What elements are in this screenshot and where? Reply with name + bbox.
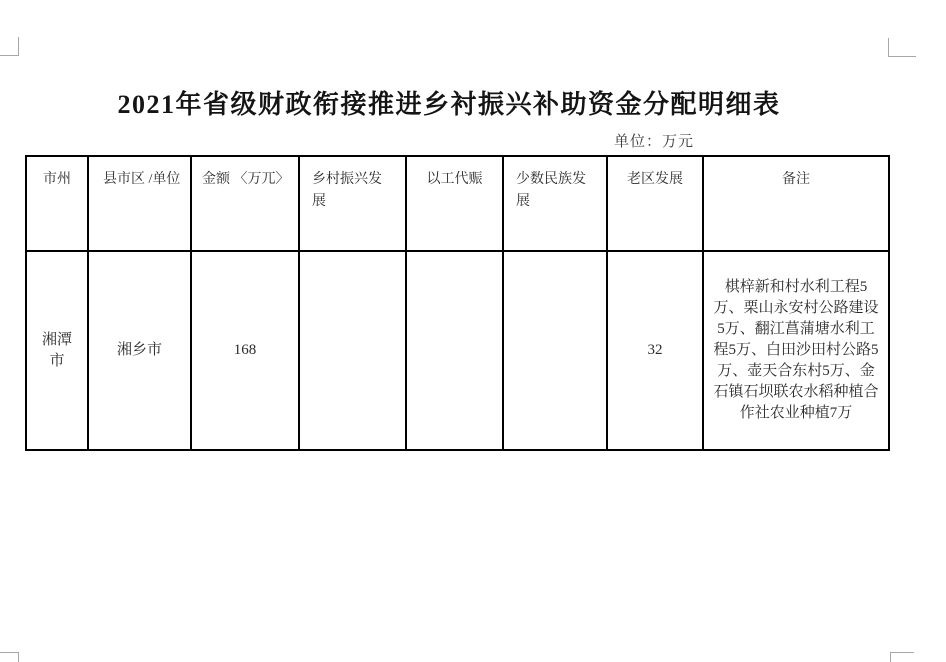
header-old-area-development: 老区发展 — [607, 156, 703, 251]
unit-note: 单位：万元 — [614, 134, 695, 150]
cell-minority-development — [503, 251, 607, 450]
cell-county-unit: 湘乡市 — [88, 251, 191, 450]
header-remark: 备注 — [703, 156, 889, 251]
cell-city: 湘潭市 — [26, 251, 88, 450]
page-corner-mark-top-left — [0, 37, 19, 56]
cell-work-relief — [406, 251, 503, 450]
table-header-row — [26, 156, 889, 251]
page-corner-mark-bottom-right — [890, 652, 914, 662]
page-corner-mark-bottom-left — [0, 652, 19, 662]
header-county-unit: 县市区 /单位 — [88, 156, 191, 251]
cell-rural-revitalization — [299, 251, 406, 450]
document-title: 2021年省级财政衔接推进乡衬振兴补助资金分配明细表 — [117, 90, 781, 119]
header-city: 市州 — [26, 156, 88, 251]
cell-remark: 棋梓新和村水利工程5万、栗山永安村公路建设5万、翻江菖蒲塘水利工程5万、白田沙田村公路5万、壶天合东村5万、金石镇石坝联农水稻种植合作社农业种植7万 — [703, 251, 889, 450]
header-minority-development: 少数民族发展 — [503, 156, 607, 251]
table-row — [26, 251, 889, 450]
page-corner-mark-top-right — [888, 38, 916, 57]
header-rural-revitalization: 乡村振兴发展 — [299, 156, 406, 251]
allocation-table — [25, 155, 890, 451]
cell-amount: 168 — [191, 251, 299, 450]
header-work-relief: 以工代赈 — [406, 156, 503, 251]
header-amount: 金额 〈万兀〉 — [191, 156, 299, 251]
cell-old-area-development: 32 — [607, 251, 703, 450]
